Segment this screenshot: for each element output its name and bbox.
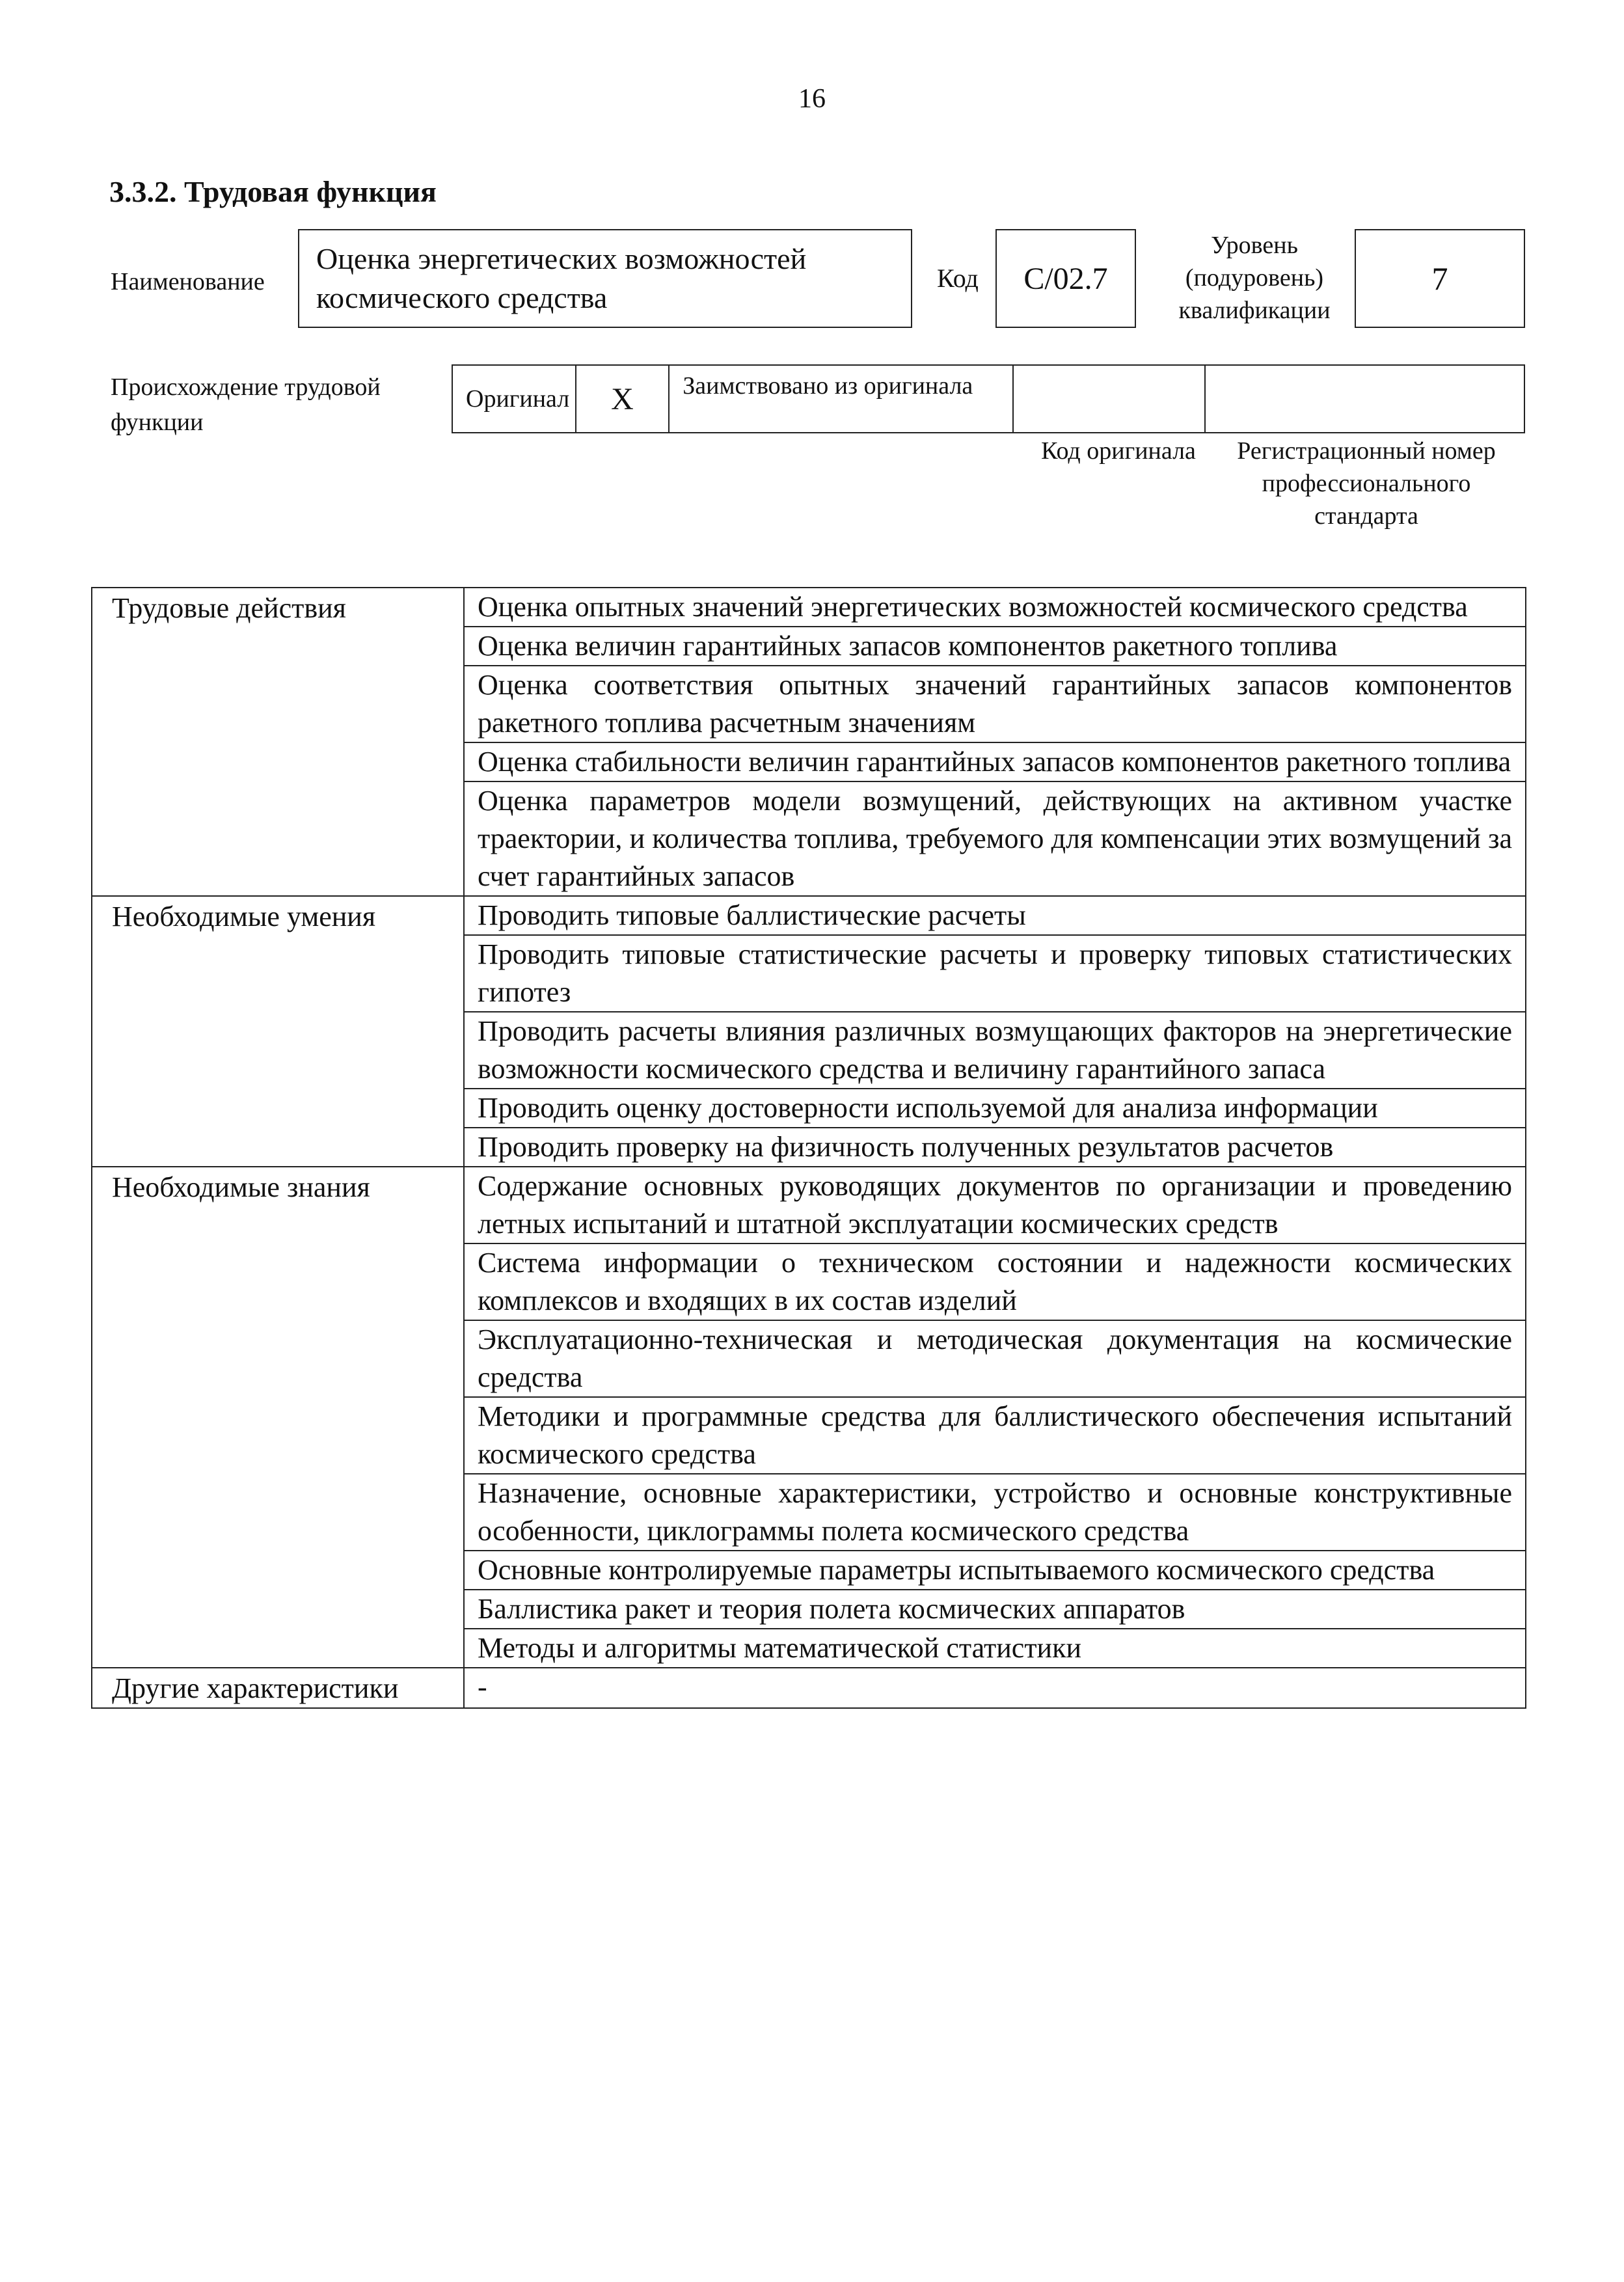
name-box xyxy=(298,229,912,328)
reg-number-cell xyxy=(1206,366,1524,432)
level-value: 7 xyxy=(1431,260,1448,297)
section-item: Эксплуатационно-техническая и методическая документация на космические средства xyxy=(464,1320,1526,1397)
origin-table xyxy=(452,364,1525,433)
borrowed-label: Заимствовано из оригинала xyxy=(670,366,1014,432)
name-label: Наименование xyxy=(111,268,265,295)
section-item: Методики и программные средства для баллистического обеспечения испытаний космического средства xyxy=(464,1397,1526,1474)
code-box xyxy=(995,229,1136,328)
section-item: Методы и алгоритмы математической статистики xyxy=(464,1629,1526,1668)
section-item: Баллистика ракет и теория полета космических аппаратов xyxy=(464,1590,1526,1629)
section-item: Оценка соответствия опытных значений гарантийных запасов компонентов ракетного топлива расчетным значениям xyxy=(464,666,1526,742)
original-mark: X xyxy=(576,366,670,432)
section-item: Оценка опытных значений энергетических возможностей космического средства xyxy=(464,588,1526,627)
code-value: C/02.7 xyxy=(1023,261,1108,296)
table-row xyxy=(92,896,1526,935)
level-box xyxy=(1355,229,1525,328)
section-item: Проводить расчеты влияния различных возмущающих факторов на энергетические возможности космического средства и величину гарантийного запаса xyxy=(464,1012,1526,1089)
section-item: Проводить проверку на физичность полученных результатов расчетов xyxy=(464,1128,1526,1167)
original-label: Оригинал xyxy=(453,366,576,432)
page-number: 16 xyxy=(798,84,826,114)
original-code-caption: Код оригинала xyxy=(1041,437,1196,465)
table-row xyxy=(92,1167,1526,1243)
section-item: - xyxy=(464,1668,1526,1708)
original-code-cell xyxy=(1014,366,1206,432)
section-item: Оценка стабильности величин гарантийных запасов компонентов ракетного топлива xyxy=(464,742,1526,781)
section-item: Оценка параметров модели возмущений, действующих на активном участке траектории, и количества топлива, требуемого для компенсации этих возмущений за счет гарантийных запасов xyxy=(464,781,1526,896)
section-item: Проводить типовые баллистические расчеты xyxy=(464,896,1526,935)
section-item: Проводить типовые статистические расчеты и проверку типовых статистических гипотез xyxy=(464,935,1526,1012)
section-title-cell: Другие характеристики xyxy=(92,1668,464,1708)
reg-number-caption: Регистрационный номер профессионального стандарта xyxy=(1237,437,1496,530)
section-item: Основные контролируемые параметры испытываемого космического средства xyxy=(464,1551,1526,1590)
function-table xyxy=(91,587,1526,1709)
table-row xyxy=(92,1668,1526,1708)
section-title-cell: Трудовые действия xyxy=(92,588,464,896)
section-item: Проводить оценку достоверности используемой для анализа информации xyxy=(464,1089,1526,1128)
section-item: Оценка величин гарантийных запасов компонентов ракетного топлива xyxy=(464,627,1526,666)
table-row xyxy=(92,588,1526,627)
level-label: Уровень (подуровень) квалификации xyxy=(1178,232,1331,324)
section-item: Система информации о техническом состоянии и надежности космических комплексов и входящих в их состав изделий xyxy=(464,1243,1526,1320)
code-label: Код xyxy=(937,264,979,293)
section-item: Содержание основных руководящих документов по организации и проведению летных испытаний и штатной эксплуатации космических средств xyxy=(464,1167,1526,1243)
name-value: Оценка энергетических возможностей космического средства xyxy=(316,242,807,314)
section-title-cell: Необходимые знания xyxy=(92,1167,464,1668)
origin-label: Происхождение трудовой функции xyxy=(111,374,381,436)
section-title-cell: Необходимые умения xyxy=(92,896,464,1167)
section-item: Назначение, основные характеристики, устройство и основные конструктивные особенности, циклограммы полета космического средства xyxy=(464,1474,1526,1551)
section-title: 3.3.2. Трудовая функция xyxy=(109,175,437,208)
